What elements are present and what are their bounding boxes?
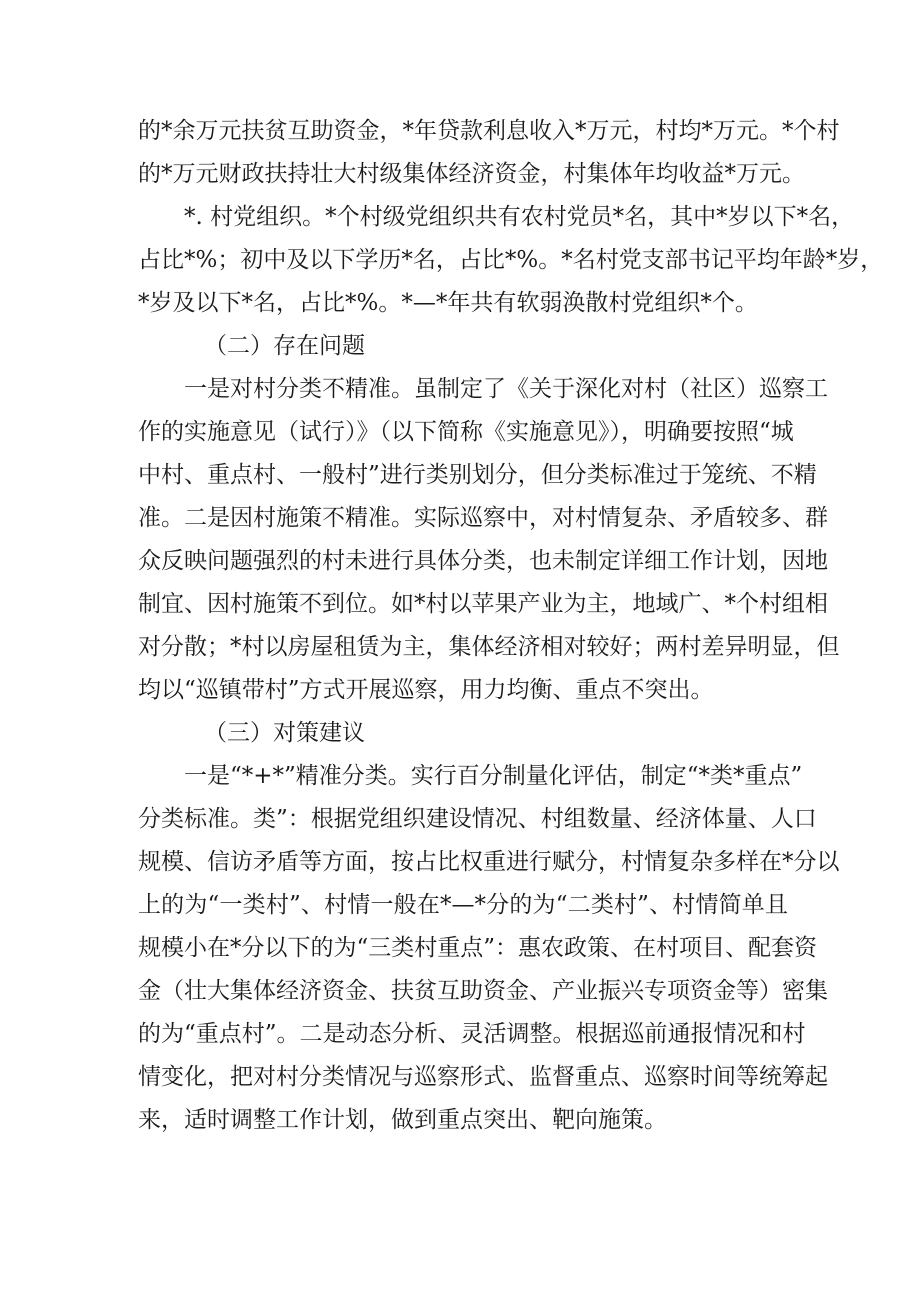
text-line: 规模、信访矛盾等方面，按占比权重进行赋分，村情复杂多样在*分以 (138, 849, 840, 875)
text-line: 金（壮大集体经济资金、扶贫互助资金、产业振兴专项资金等）密集 (138, 978, 828, 1004)
paragraph-suggestions (138, 755, 840, 1142)
text-line: 众反映问题强烈的村未进行具体分类，也未制定详细工作计划，因地 (138, 548, 828, 574)
text-line: 占比*%；初中及以下学历*名，占比*%。*名村党支部书记平均年龄*岁， (138, 247, 884, 273)
text-line: 的*余万元扶贫互助资金，*年贷款利息收入*万元，村均*万元。*个村 (138, 118, 840, 144)
text-line: 来，适时调整工作计划，做到重点突出、靶向施策。 (138, 1107, 667, 1133)
text-line: 对分散；*村以房屋租赁为主，集体经济相对较好；两村差异明显，但 (138, 634, 840, 660)
text-line: 上的为“一类村”、村情一般在*—*分的为“二类村”、村情简单且 (138, 892, 788, 918)
text-line: 一是对村分类不精准。虽制定了《关于深化对村（社区）巡察工 (184, 376, 828, 402)
section-heading: （二）存在问题 (204, 333, 365, 359)
text-line: 分类标准。类”：根据党组织建设情况、村组数量、经济体量、人口 (138, 806, 817, 832)
text-line: 规模小在*分以下的为“三类村重点”：惠农政策、在村项目、配套资 (138, 935, 818, 961)
text-line: 一是“*+*”精准分类。实行百分制量化评估，制定“*类*重点” (184, 763, 803, 789)
text-line: 制宜、因村施策不到位。如*村以苹果产业为主，地域广、*个村组相 (138, 591, 828, 617)
section-heading-problems (138, 325, 788, 368)
paragraph-party-organization (138, 196, 884, 325)
paragraph-funds (138, 110, 840, 196)
text-line: 中村、重点村、一般村”进行类别划分，但分类标准过于笼统、不精 (138, 462, 817, 488)
text-line: 准。二是因村施策不精准。实际巡察中，对村情复杂、矛盾较多、群 (138, 505, 828, 531)
text-line: 情变化，把对村分类情况与巡察形式、监督重点、巡察时间等统筹起 (138, 1064, 828, 1090)
section-heading: （三）对策建议 (204, 720, 365, 746)
paragraph-problems (138, 368, 840, 712)
text-line: *. 村党组织。*个村级党组织共有农村党员*名，其中*岁以下*名， (184, 204, 855, 230)
text-line: 的为“重点村”。二是动态分析、灵活调整。根据巡前通报情况和村 (138, 1021, 806, 1047)
text-line: 的*万元财政扶持壮大村级集体经济资金，村集体年均收益*万元。 (138, 161, 805, 187)
text-line: 均以“巡镇带村”方式开展巡察，用力均衡、重点不突出。 (138, 677, 714, 703)
text-line: *岁及以下*名，占比*%。*—*年共有软弱涣散村党组织*个。 (138, 290, 758, 316)
text-line: 作的实施意见（试行）》（以下简称《实施意见》），明确要按照“城 (138, 419, 794, 445)
section-heading-suggestions (138, 712, 788, 755)
